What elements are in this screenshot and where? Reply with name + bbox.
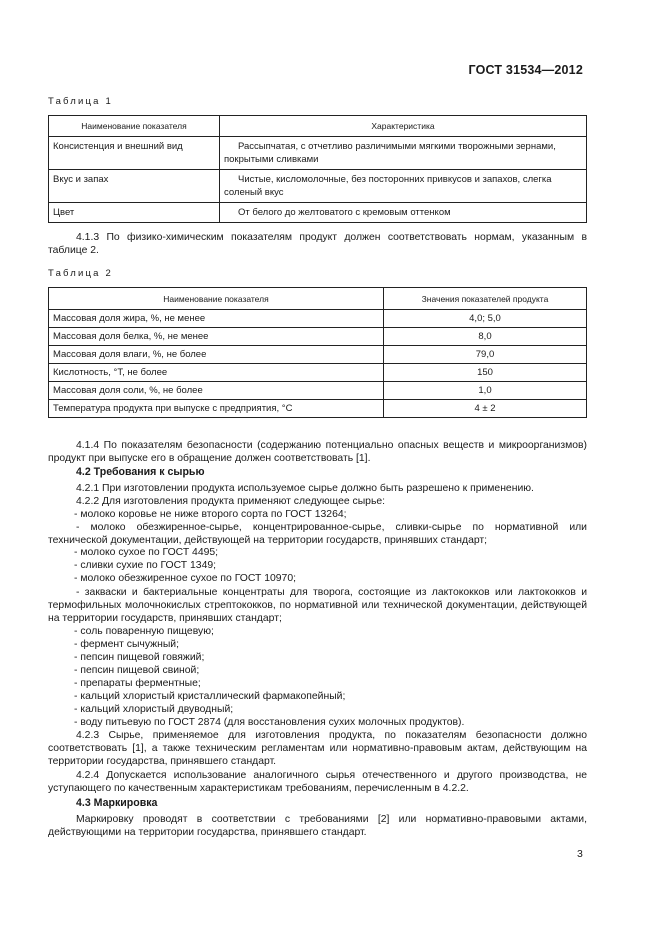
table2-cell-name: Температура продукта при выпуске с предприятия, °С [49, 400, 384, 418]
list-item: - пепсин пищевой говяжий; [74, 652, 205, 663]
table2-header-values: Значения показателей продукта [384, 288, 587, 310]
table2-cell-value: 4 ± 2 [384, 400, 587, 418]
list-item: - молоко коровье не ниже второго сорта по ГОСТ 13264; [74, 509, 347, 520]
table-row [49, 382, 587, 400]
list-item: - пепсин пищевой свиной; [74, 665, 200, 676]
table2-caption: Таблица 2 [48, 268, 113, 279]
paragraph-4-2-4: 4.2.4 Допускается использование аналогичного сырья отечественного и другого производства, не уступающего по качественным характеристикам требованиям, перечисленным в 4.2.2. [48, 770, 587, 794]
section-heading-4-3: 4.3 Маркировка [76, 797, 158, 809]
paragraph-4-3: Маркировку проводят в соответствии с требованиями [2] или нормативно-правовыми актами, действующими на территории государства, принявшего стандарт. [48, 814, 587, 838]
table-row [49, 364, 587, 382]
table1-cell-value: От белого до желтоватого с кремовым оттенком [220, 203, 587, 223]
paragraph-4-2-2: 4.2.2 Для изготовления продукта применяют следующее сырье: [76, 496, 386, 507]
table-row [49, 328, 587, 346]
table-row [49, 400, 587, 418]
paragraph-4-2-1: 4.2.1 При изготовлении продукта используемое сырье должно быть разрешено к применению. [76, 483, 534, 494]
table2-cell-value: 4,0; 5,0 [384, 310, 587, 328]
table2-cell-name: Массовая доля белка, %, не менее [49, 328, 384, 346]
table2-cell-name: Кислотность, °Т, не более [49, 364, 384, 382]
paragraph-4-2-3: 4.2.3 Сырье, применяемое для изготовления продукта, по показателям безопасности должно соответствовать [1], а также техническим регламентам или нормативно-правовым актам, действующим на территории государства, принявшего стандарт. [48, 730, 587, 767]
list-item: - кальций хлористый кристаллический фармакопейный; [74, 691, 346, 702]
list-item: - фермент сычужный; [74, 639, 179, 650]
table1-cell-value: Рассыпчатая, с отчетливо различимыми мягкими творожными зернами, покрытыми сливками [220, 137, 587, 170]
table2-cell-name: Массовая доля жира, %, не менее [49, 310, 384, 328]
table1-header-name: Наименование показателя [49, 116, 220, 137]
table2-cell-value: 150 [384, 364, 587, 382]
table1-header-characteristic: Характеристика [220, 116, 587, 137]
list-item: - кальций хлористый двуводный; [74, 704, 234, 715]
table1-caption: Таблица 1 [48, 96, 113, 107]
table2-cell-name: Массовая доля влаги, %, не более [49, 346, 384, 364]
paragraph-4-1-4: 4.1.4 По показателям безопасности (содержанию потенциально опасных веществ и микроорганизмов) продукт при выпуске его в обращение должен соответствовать [1]. [48, 440, 587, 464]
table-row [49, 137, 587, 170]
list-item: - молоко обезжиренное-сырье, концентрированное-сырье, сливки-сырье по нормативной или технической документации, действующей на территории государств, принявших стандарт; [48, 522, 587, 546]
table2-header-name: Наименование показателя [49, 288, 384, 310]
table1-cell-value: Чистые, кисломолочные, без посторонних привкусов и запахов, слегка соленый вкус [220, 170, 587, 203]
document-id-header: ГОСТ 31534—2012 [468, 63, 583, 77]
list-item: - препараты ферментные; [74, 678, 201, 689]
list-item: - воду питьевую по ГОСТ 2874 (для восстановления сухих молочных продуктов). [74, 717, 465, 728]
table2-cell-value: 1,0 [384, 382, 587, 400]
table2-cell-value: 8,0 [384, 328, 587, 346]
table-row [49, 203, 587, 223]
table-2 [48, 287, 587, 418]
table2-cell-name: Массовая доля соли, %, не более [49, 382, 384, 400]
list-item: - соль поваренную пищевую; [74, 626, 214, 637]
page-number: 3 [577, 848, 583, 860]
table2-header-row [49, 288, 587, 310]
list-item: - молоко сухое по ГОСТ 4495; [74, 547, 219, 558]
table-row [49, 170, 587, 203]
list-item: - закваски и бактериальные концентраты для творога, состоящие из лактококков или лактококков и термофильных молочнокислых стрептококков, по нормативной или технической документации, действующей на территории государств, принявших стандарт; [48, 587, 587, 624]
table1-cell-name: Цвет [49, 203, 220, 223]
table1-cell-name: Консистенция и внешний вид [49, 137, 220, 170]
table-row [49, 310, 587, 328]
list-item: - сливки сухие по ГОСТ 1349; [74, 560, 217, 571]
table2-cell-value: 79,0 [384, 346, 587, 364]
list-item: - молоко обезжиренное сухое по ГОСТ 10970; [74, 573, 296, 584]
table1-cell-name: Вкус и запах [49, 170, 220, 203]
table-row [49, 346, 587, 364]
section-heading-4-2: 4.2 Требования к сырью [76, 466, 205, 478]
paragraph-4-1-3: 4.1.3 По физико-химическим показателям продукт должен соответствовать нормам, указанным в таблице 2. [48, 232, 587, 256]
table1-header-row [49, 116, 587, 137]
table-1 [48, 115, 587, 223]
